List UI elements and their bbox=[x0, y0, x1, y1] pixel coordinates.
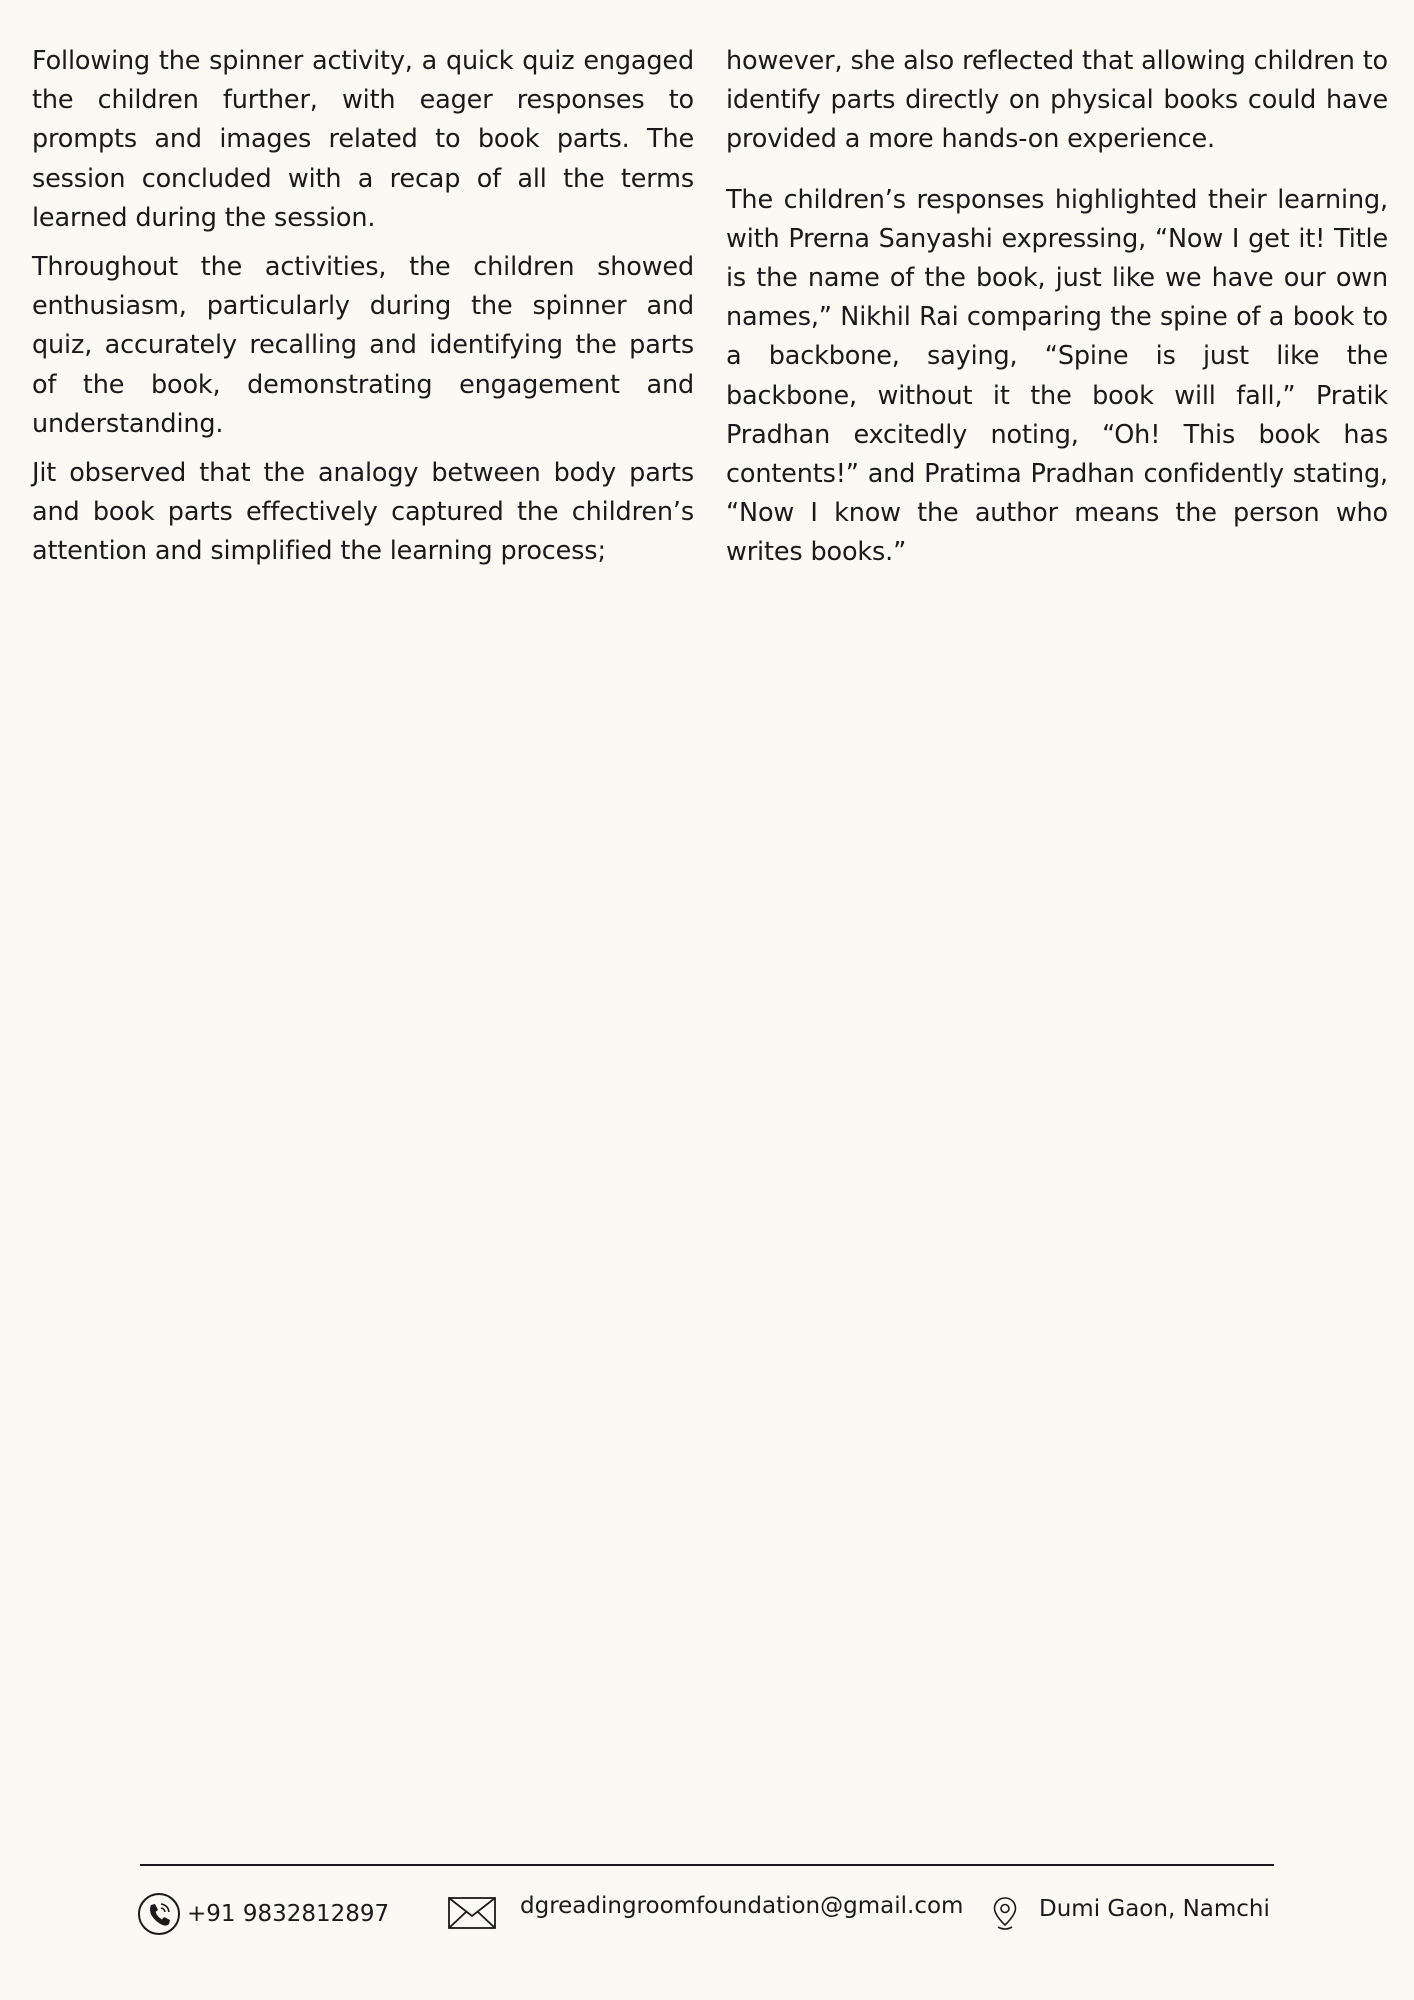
phone-number: +91 9832812897 bbox=[187, 1901, 390, 1927]
paragraph: Throughout the activities, the children showed enthusiasm, particularly during the spinner and quiz, accurately recalling and identifying the parts of the book, demonstrating engagement and understanding. bbox=[32, 252, 694, 439]
right-column bbox=[726, 42, 1388, 583]
left-column bbox=[32, 42, 694, 582]
envelope-icon bbox=[448, 1897, 496, 1929]
footer-address bbox=[991, 1892, 1270, 1936]
footer-divider bbox=[140, 1864, 1274, 1866]
paragraph: Jit observed that the analogy between body parts and book parts effectively captured the children’s attention and simplified the learning process; bbox=[32, 458, 694, 567]
phone-icon bbox=[137, 1892, 181, 1936]
footer-email bbox=[448, 1890, 963, 1936]
paragraph: Following the spinner activity, a quick quiz engaged the children further, with eager responses to prompts and images related to book parts. The session concluded with a recap of all the terms learned during the session. bbox=[32, 46, 694, 233]
address-text: Dumi Gaon, Namchi bbox=[1039, 1896, 1270, 1922]
email-address: dgreadingroomfoundation@gmail.com bbox=[520, 1893, 964, 1919]
footer-phone bbox=[137, 1892, 389, 1936]
paragraph: however, she also reflected that allowing children to identify parts directly on physical books could have provided a more hands-on experience. bbox=[726, 46, 1388, 155]
location-pin-icon bbox=[991, 1896, 1019, 1932]
paragraph: The children’s responses highlighted their learning, with Prerna Sanyashi expressing, “Now I get it! Title is the name of the book, just like we have our own names,” Nikhil Rai comparing the spine of a book to a backbone, saying, “Spine is just like the backbone, without it the book will fall,” Pratik Pradhan excitedly noting, “Oh! This book has contents!” and Pratima Pradhan confidently stating, “Now I know the author means the person who writes books.” bbox=[726, 184, 1388, 568]
